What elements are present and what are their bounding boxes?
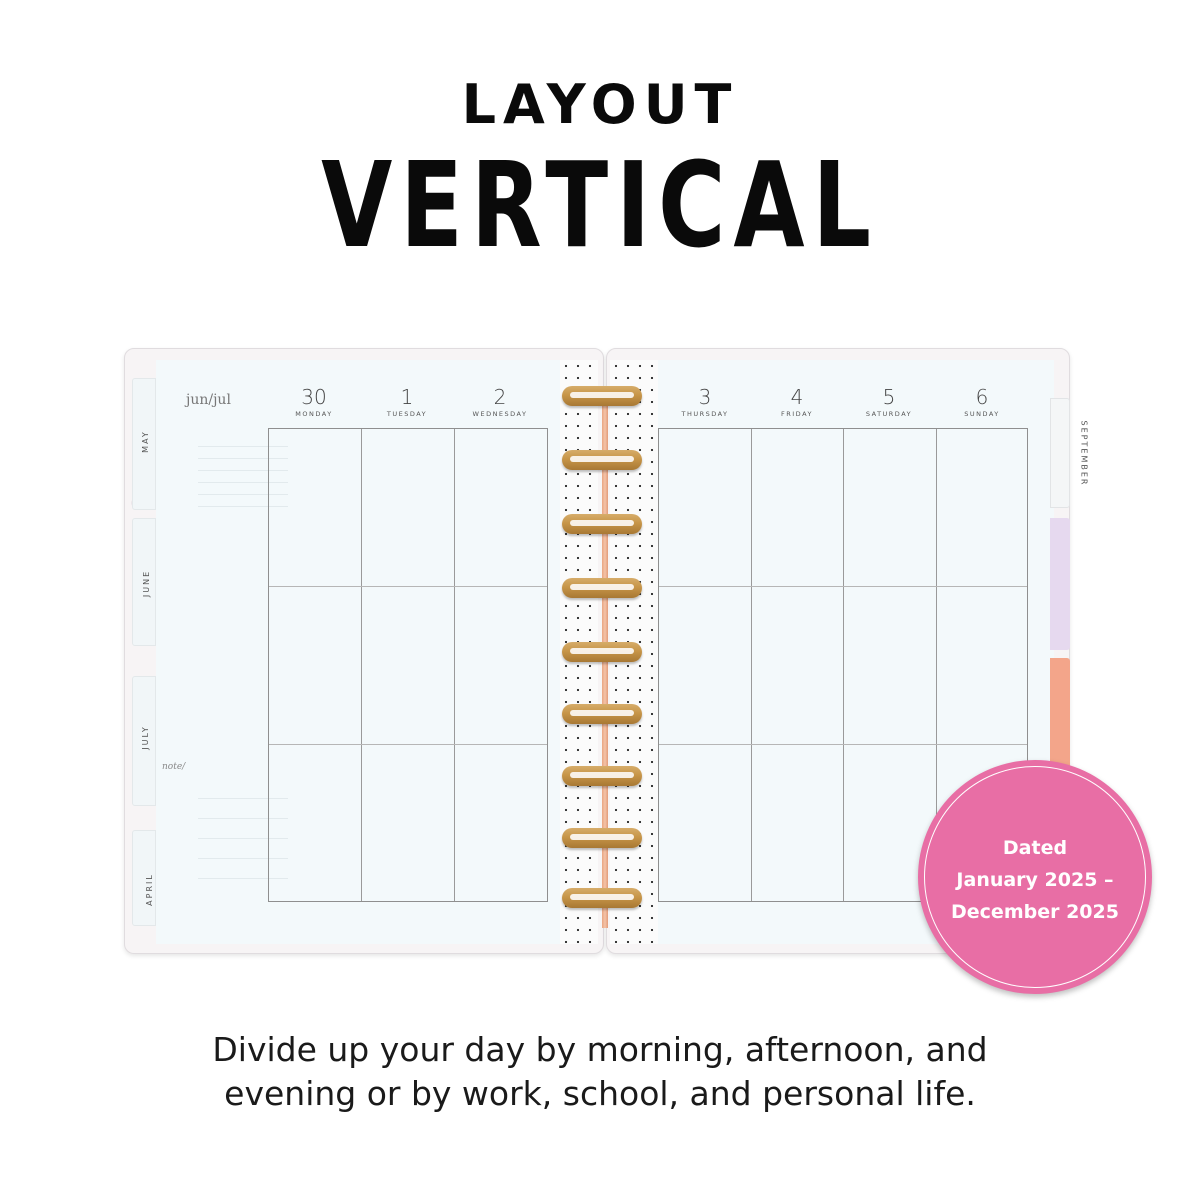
day-number: 2 — [493, 385, 507, 409]
day-name: FRIDAY — [781, 410, 813, 418]
badge-line-2: January 2025 – — [956, 869, 1114, 891]
tab-october-label: OCTOBER — [1072, 555, 1082, 610]
tab-july[interactable] — [132, 676, 156, 806]
tab-september-label: SEPTEMBER — [1079, 420, 1089, 487]
binder-ring — [562, 386, 642, 406]
day-header-thursday — [659, 386, 751, 418]
tab-may[interactable] — [132, 378, 156, 510]
badge-line-3: December 2025 — [951, 901, 1119, 923]
binder-ring — [562, 642, 642, 662]
tab-may-label: MAY — [140, 430, 150, 453]
day-name: SATURDAY — [865, 410, 913, 418]
note-label: note/ — [162, 762, 186, 772]
binder-ring — [562, 578, 642, 598]
badge-text — [918, 832, 1152, 928]
day-name: WEDNESDAY — [472, 410, 528, 418]
day-header-saturday — [843, 386, 935, 418]
dated-badge — [918, 760, 1152, 994]
day-number: 1 — [400, 385, 414, 409]
tab-september[interactable] — [1050, 398, 1089, 508]
binder-ring — [562, 888, 642, 908]
layout-eyebrow: LAYOUT — [461, 73, 739, 136]
caption-line-2: evening or by work, school, and personal life. — [224, 1074, 976, 1113]
tab-november-label: NOVEMBER — [1076, 679, 1086, 742]
caption-line-1: Divide up your day by morning, afternoon, and — [212, 1030, 988, 1069]
badge-line-1: Dated — [1002, 837, 1068, 859]
tab-november[interactable] — [1050, 658, 1086, 768]
binder-ring — [562, 704, 642, 724]
caption — [0, 1028, 1200, 1116]
day-name: THURSDAY — [681, 410, 729, 418]
left-month-tabs — [132, 378, 156, 926]
day-header-friday — [751, 386, 843, 418]
day-number: 30 — [301, 385, 327, 409]
day-number: 5 — [882, 385, 896, 409]
day-name: MONDAY — [295, 410, 333, 418]
day-header-sunday — [936, 386, 1028, 418]
day-header-wednesday — [454, 386, 546, 418]
day-name: TUESDAY — [386, 410, 428, 418]
binder-ring — [562, 514, 642, 534]
tab-june[interactable] — [132, 518, 156, 646]
day-number: 3 — [698, 385, 712, 409]
month-label: jun/jul — [186, 392, 231, 408]
layout-title: VERTICAL — [321, 136, 879, 274]
tab-april[interactable] — [132, 830, 156, 926]
tab-june-label: JUNE — [142, 569, 152, 598]
binder-ring — [562, 766, 642, 786]
day-number: 4 — [790, 385, 804, 409]
tab-july-label: JULY — [140, 725, 150, 750]
binder-ring — [562, 828, 642, 848]
tab-april-label: APRIL — [144, 873, 154, 906]
day-header-tuesday — [361, 386, 453, 418]
day-name: SUNDAY — [964, 410, 1000, 418]
tab-october[interactable] — [1050, 518, 1082, 650]
day-header-monday — [268, 386, 360, 418]
left-day-grid — [268, 428, 548, 902]
binder-ring — [562, 450, 642, 470]
day-number: 6 — [975, 385, 989, 409]
